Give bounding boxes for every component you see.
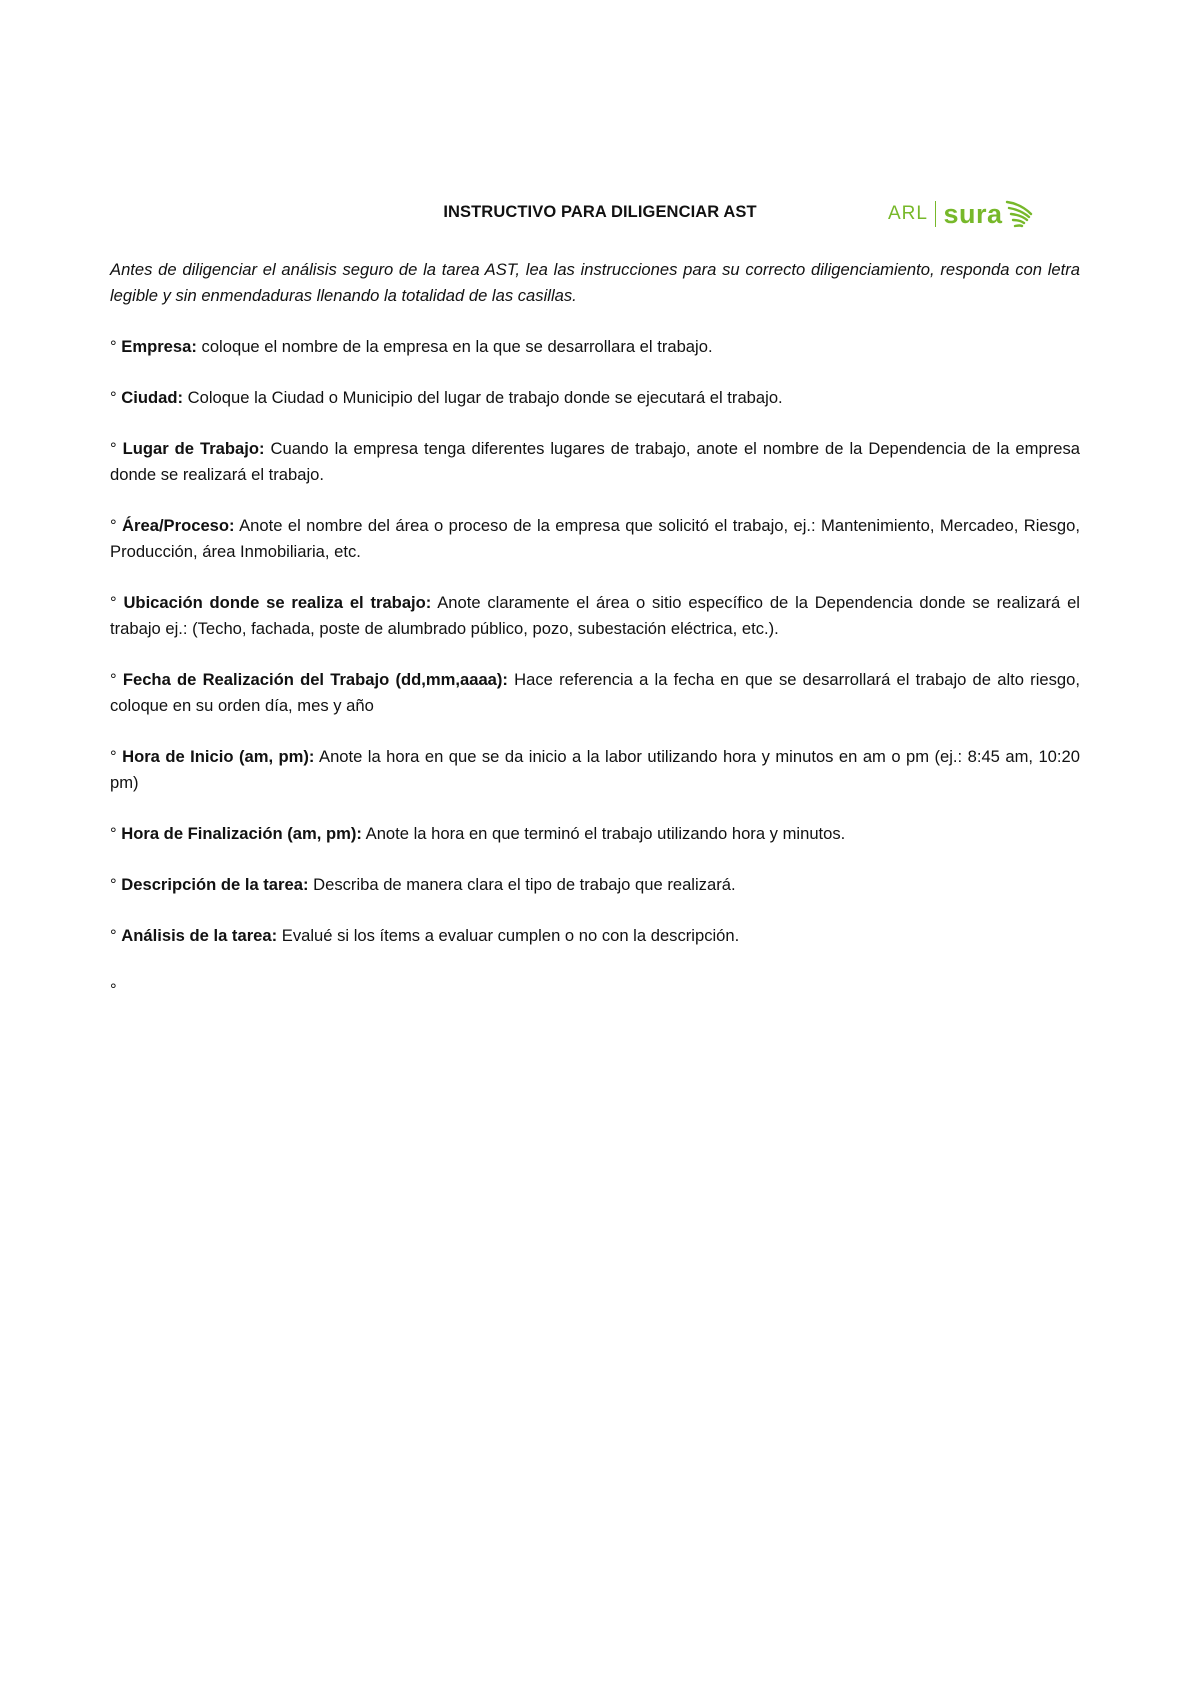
item-label: Lugar de Trabajo:: [122, 439, 265, 458]
item-text: Anote el nombre del área o proceso de la empresa que solicitó el trabajo, ej.: Mantenimiento, Mercadeo, Riesgo, Producción, área Inmobiliaria, etc.: [110, 516, 1080, 561]
item-bullet: °: [110, 926, 117, 945]
item-text: Anote la hora en que terminó el trabajo utilizando hora y minutos.: [365, 824, 846, 843]
cut-off-line: [110, 977, 1080, 999]
item-text: Evalué si los ítems a evaluar cumplen o no con la descripción.: [281, 926, 740, 945]
instruction-item: [110, 436, 1080, 488]
instruction-item: [110, 590, 1080, 642]
item-bullet: °: [110, 670, 117, 689]
item-bullet: °: [110, 593, 117, 612]
wing-icon: [1005, 198, 1035, 230]
intro-paragraph: Antes de diligenciar el análisis seguro de la tarea AST, lea las instrucciones para su correcto diligenciamiento, responda con letra legible y sin enmendaduras llenando la totalidad de las casillas.: [110, 260, 1080, 305]
item-text: Anote la hora en que se da inicio a la labor utilizando hora y minutos en am o pm (ej.: 8:45 am, 10:20 pm): [110, 747, 1080, 792]
item-label: Fecha de Realización del Trabajo (dd,mm,aaaa):: [122, 670, 508, 689]
item-bullet: °: [110, 747, 117, 766]
item-bullet: °: [110, 824, 117, 843]
item-label: Ciudad:: [121, 388, 184, 407]
instruction-item: [110, 334, 1080, 360]
logo-divider: [935, 201, 937, 227]
instruction-item: [110, 744, 1080, 796]
item-label: Hora de Finalización (am, pm):: [121, 824, 362, 843]
item-bullet: °: [110, 875, 117, 894]
item-text: Cuando la empresa tenga diferentes lugares de trabajo, anote el nombre de la Dependencia de la empresa donde se realizará el trabajo.: [110, 439, 1080, 484]
item-text: Anote claramente el área o sitio específico de la Dependencia donde se realizará el trabajo ej.: (Techo, fachada, poste de alumbrado público, pozo, subestación eléctrica, etc.).: [110, 593, 1080, 638]
logo-brand: sura: [943, 198, 1003, 229]
item-text: Describa de manera clara el tipo de trabajo que realizará.: [313, 875, 736, 894]
item-bullet: °: [110, 337, 117, 356]
item-text: coloque el nombre de la empresa en la que se desarrollara el trabajo.: [201, 337, 713, 356]
document-title: INSTRUCTIVO PARA DILIGENCIAR AST: [443, 203, 757, 221]
logo-prefix: ARL: [888, 203, 928, 224]
item-label: Empresa:: [121, 337, 197, 356]
item-bullet: °: [110, 388, 117, 407]
item-label: Ubicación donde se realiza el trabajo:: [123, 593, 432, 612]
instruction-list: [110, 334, 1080, 949]
instruction-item: [110, 872, 1080, 898]
instruction-item: [110, 513, 1080, 565]
arl-sura-logo: [888, 196, 1035, 232]
item-label: Área/Proceso:: [122, 516, 235, 535]
item-text: Coloque la Ciudad o Municipio del lugar de trabajo donde se ejecutará el trabajo.: [187, 388, 783, 407]
instruction-item: [110, 667, 1080, 719]
item-bullet: °: [110, 439, 117, 458]
instruction-item: [110, 821, 1080, 847]
item-text: Hace referencia a la fecha en que se desarrollará el trabajo de alto riesgo, coloque en su orden día, mes y año: [110, 670, 1080, 715]
item-label: Descripción de la tarea:: [121, 875, 309, 894]
instruction-item: [110, 385, 1080, 411]
cut-off-bullet: °: [110, 980, 117, 999]
item-label: Análisis de la tarea:: [121, 926, 278, 945]
instructions-body: [110, 257, 1080, 974]
instruction-item: [110, 923, 1080, 949]
item-label: Hora de Inicio (am, pm):: [122, 747, 315, 766]
item-bullet: °: [110, 516, 117, 535]
